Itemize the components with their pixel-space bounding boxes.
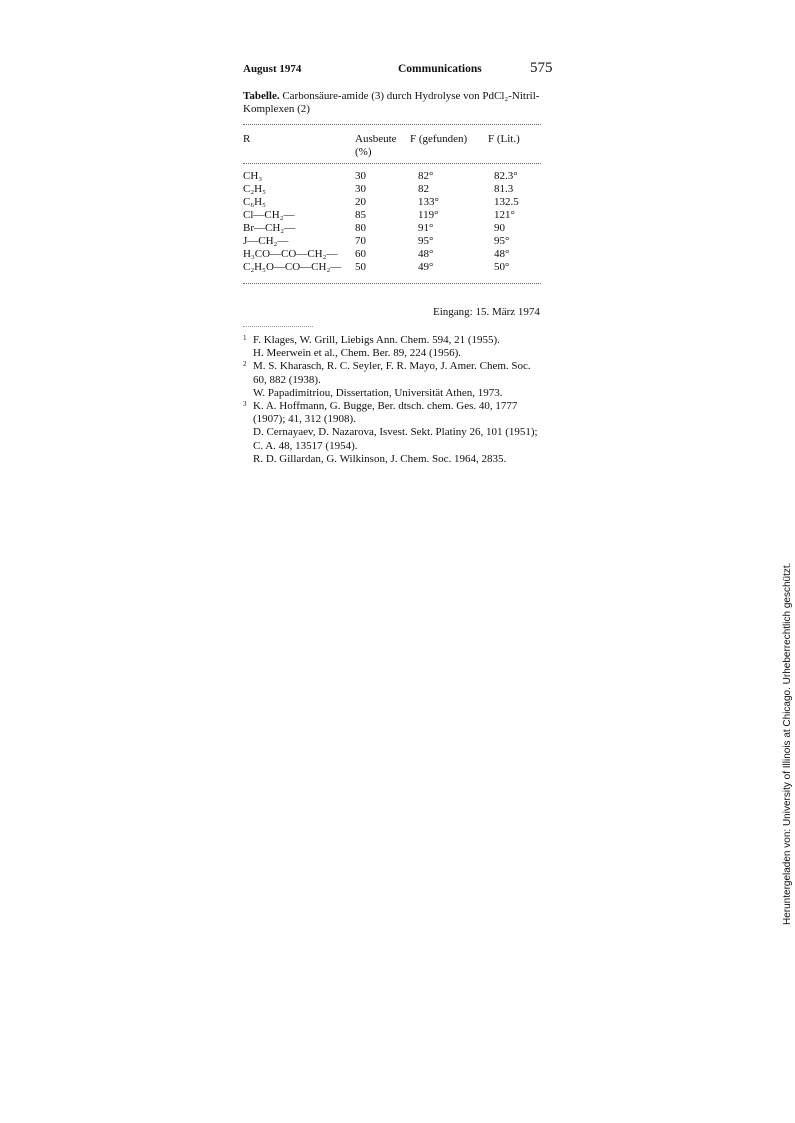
table-row bbox=[243, 248, 543, 260]
table-row bbox=[243, 222, 543, 234]
cell-lit: 90 bbox=[494, 222, 505, 234]
cell-r: CH₃ bbox=[243, 170, 263, 182]
cell-gefunden: 82 bbox=[418, 183, 429, 195]
reference-line: F. Klages, W. Grill, Liebigs Ann. Chem. 594, 21 (1955). bbox=[253, 334, 500, 346]
reference-number: 3 bbox=[243, 400, 247, 409]
cell-gefunden: 119° bbox=[418, 209, 439, 221]
cell-gefunden: 95° bbox=[418, 235, 434, 247]
cell-lit: 82.3° bbox=[494, 170, 518, 182]
cell-lit: 48° bbox=[494, 248, 510, 260]
cell-ausbeute: 85 bbox=[355, 209, 366, 221]
cell-ausbeute: 30 bbox=[355, 183, 366, 195]
header-page-number: 575 bbox=[530, 60, 553, 76]
table-caption bbox=[243, 90, 543, 116]
reference-line: D. Cernayaev, D. Nazarova, Isvest. Sekt. Platiny 26, 101 (1951); C. A. 48, 13517 (1954). bbox=[253, 426, 538, 452]
cell-gefunden: 49° bbox=[418, 261, 434, 273]
cell-r: C₂H₅O—CO—CH₂— bbox=[243, 261, 342, 273]
cell-r: H₃CO—CO—CH₂— bbox=[243, 248, 338, 260]
table-top-rule bbox=[243, 124, 541, 125]
references bbox=[243, 334, 543, 466]
table-row bbox=[243, 261, 543, 273]
cell-r: Cl—CH₂— bbox=[243, 209, 295, 221]
header-ausbeute-unit: (%) bbox=[355, 146, 372, 158]
table-row bbox=[243, 183, 543, 195]
caption-text: Carbonsäure-amide (3) durch Hydrolyse von PdCl₂-Nitril-Komplexen (2) bbox=[243, 90, 540, 115]
cell-r: C₆H₅ bbox=[243, 196, 266, 208]
cell-gefunden: 91° bbox=[418, 222, 434, 234]
header-lit: F (Lit.) bbox=[488, 133, 520, 145]
cell-lit: 81.3 bbox=[494, 183, 514, 195]
cell-ausbeute: 30 bbox=[355, 170, 366, 182]
reference-2 bbox=[243, 360, 543, 400]
table-row bbox=[243, 209, 543, 221]
cell-r: J—CH₂— bbox=[243, 235, 289, 247]
cell-r: Br—CH₂— bbox=[243, 222, 296, 234]
reference-line: M. S. Kharasch, R. C. Seyler, F. R. Mayo, J. Amer. Chem. Soc. 60, 882 (1938). bbox=[253, 360, 531, 386]
received-date: Eingang: 15. März 1974 bbox=[433, 306, 540, 318]
reference-1 bbox=[243, 334, 543, 360]
cell-lit: 95° bbox=[494, 235, 510, 247]
cell-gefunden: 133° bbox=[418, 196, 439, 208]
cell-gefunden: 48° bbox=[418, 248, 434, 260]
reference-number: 2 bbox=[243, 360, 247, 369]
table-bottom-rule bbox=[243, 283, 541, 284]
reference-number: 1 bbox=[243, 334, 247, 342]
table-header-rule bbox=[243, 163, 541, 164]
cell-lit: 50° bbox=[494, 261, 510, 273]
cell-lit: 121° bbox=[494, 209, 515, 221]
cell-ausbeute: 60 bbox=[355, 248, 366, 260]
cell-gefunden: 82° bbox=[418, 170, 434, 182]
cell-r: C₂H₅ bbox=[243, 183, 266, 195]
header-ausbeute: Ausbeute bbox=[355, 133, 397, 145]
reference-3 bbox=[243, 400, 543, 466]
reference-line: W. Papadimitriou, Dissertation, Universität Athen, 1973. bbox=[253, 386, 503, 399]
header-date: August 1974 bbox=[243, 63, 302, 75]
cell-ausbeute: 80 bbox=[355, 222, 366, 234]
cell-ausbeute: 20 bbox=[355, 196, 366, 208]
cell-ausbeute: 50 bbox=[355, 261, 366, 273]
table-row bbox=[243, 170, 543, 182]
header-section: Communications bbox=[398, 63, 482, 75]
table-row bbox=[243, 235, 543, 247]
header-gefunden: F (gefunden) bbox=[410, 133, 468, 145]
table-row bbox=[243, 196, 543, 208]
footnote-rule bbox=[243, 326, 313, 327]
download-notice: Heruntergeladen von: University of Illinois at Chicago. Urheberrechtlich geschützt. bbox=[782, 562, 793, 925]
caption-label: Tabelle. bbox=[243, 90, 280, 102]
header-r: R bbox=[243, 133, 251, 145]
reference-line: H. Meerwein et al., Chem. Ber. 89, 224 (1956). bbox=[253, 347, 462, 360]
reference-line: K. A. Hoffmann, G. Bugge, Ber. dtsch. chem. Ges. 40, 1777 (1907); 41, 312 (1908). bbox=[253, 400, 518, 426]
cell-lit: 132.5 bbox=[494, 196, 519, 208]
cell-ausbeute: 70 bbox=[355, 235, 366, 247]
reference-line: R. D. Gillardan, G. Wilkinson, J. Chem. Soc. 1964, 2835. bbox=[253, 452, 507, 465]
